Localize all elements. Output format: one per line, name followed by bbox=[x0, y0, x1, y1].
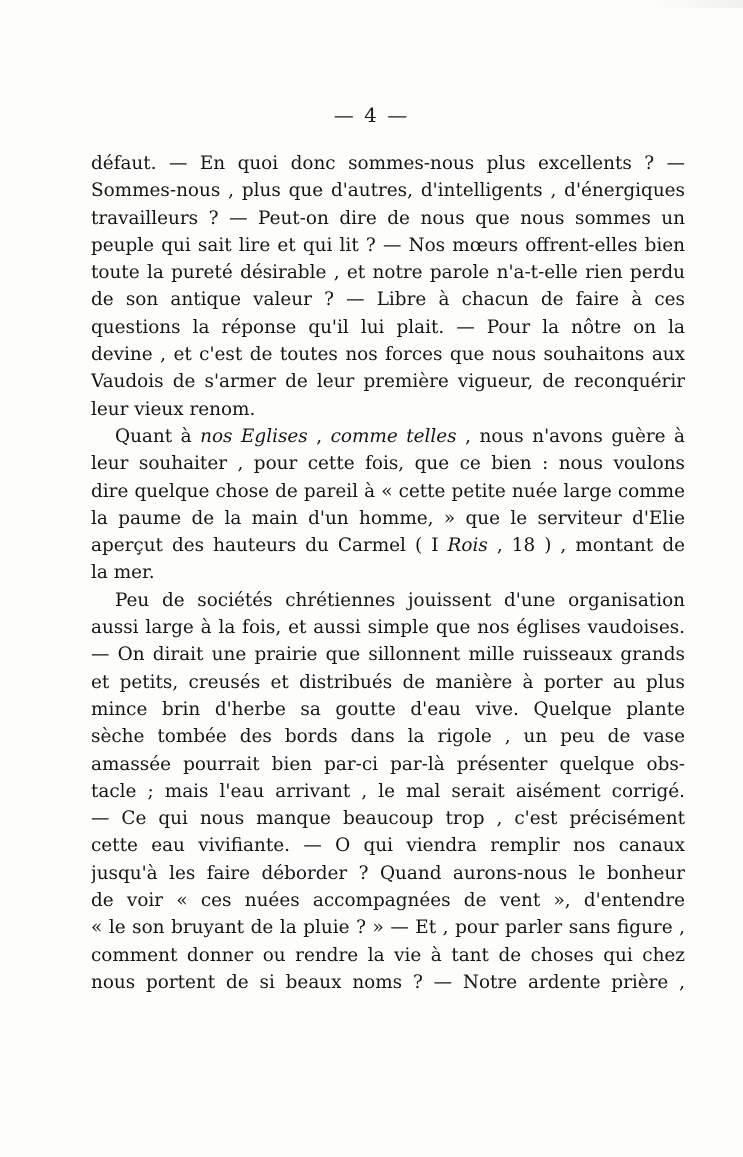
text-line: jusqu'à les faire déborder ? Quand aurons-nous le bonheur bbox=[91, 862, 685, 884]
text-line: Sommes-nous , plus que d'autres, d'intelligents , d'énergiques bbox=[91, 180, 685, 202]
text-line: mince brin d'herbe sa goutte d'eau vive. Quelque plante bbox=[91, 698, 685, 720]
italic-phrase: comme telles bbox=[330, 425, 457, 447]
text-line bbox=[91, 423, 685, 450]
text-line bbox=[91, 532, 685, 559]
text-run: , nous n'avons guère à bbox=[456, 425, 685, 447]
text-line: la mer. bbox=[91, 562, 155, 584]
text-line: leur vieux renom. bbox=[91, 398, 256, 420]
text-line: Vaudois de s'armer de leur première vigueur, de reconquérir bbox=[91, 371, 685, 393]
page-number: — 4 — bbox=[333, 103, 410, 127]
text-line: la paume de la main d'un homme, » que le serviteur d'Elie bbox=[91, 507, 685, 529]
text-line: amassée pourrait bien par-ci par-là présenter quelque obs- bbox=[91, 753, 685, 775]
text-line: — Ce qui nous manque beaucoup trop , c'est précisément bbox=[91, 808, 685, 830]
paragraph-2 bbox=[91, 423, 685, 587]
text-line: peuple qui sait lire et qui lit ? — Nos mœurs offrent-elles bien bbox=[91, 234, 685, 256]
text-line: cette eau vivifiante. — O qui viendra remplir nos canaux bbox=[91, 835, 685, 857]
text-line: questions la réponse qu'il lui plait. — Pour la nôtre on la bbox=[91, 316, 685, 338]
body-text bbox=[91, 150, 685, 996]
text-line: Peu de sociétés chrétiennes jouissent d'une organisation bbox=[115, 589, 685, 611]
text-line: toute la pureté désirable , et notre parole n'a-t-elle rien perdu bbox=[91, 262, 685, 284]
text-line: aussi large à la fois, et aussi simple que nos églises vaudoises. bbox=[91, 617, 685, 639]
text-line: « le son bruyant de la pluie ? » — Et , pour parler sans figure , bbox=[91, 917, 685, 939]
text-line: travailleurs ? — Peut-on dire de nous que nous sommes un bbox=[91, 207, 685, 229]
text-line: comment donner ou rendre la vie à tant de choses qui chez bbox=[91, 944, 685, 966]
text-line: tacle ; mais l'eau arrivant , le mal serait aisément corrigé. bbox=[91, 780, 685, 802]
text-run: , 18 ) , montant de bbox=[487, 535, 685, 557]
italic-phrase: nos Eglises bbox=[200, 425, 308, 447]
text-line: sèche tombée des bords dans la rigole , un peu de vase bbox=[91, 726, 685, 748]
text-line: nous portent de si beaux noms ? — Notre ardente prière , bbox=[91, 971, 685, 993]
text-line: de son antique valeur ? — Libre à chacun de faire à ces bbox=[91, 289, 685, 311]
text-line: et petits, creusés et distribués de manière à porter au plus bbox=[91, 671, 685, 693]
text-line: devine , et c'est de toutes nos forces que nous souhaitons aux bbox=[91, 344, 685, 366]
paragraph-1 bbox=[91, 150, 685, 423]
page-edge-shading bbox=[653, 0, 743, 8]
text-run: aperçut des hauteurs du Carmel ( I bbox=[91, 535, 448, 557]
text-run: , bbox=[307, 425, 331, 447]
paragraph-3 bbox=[91, 587, 685, 996]
text-line: de voir « ces nuées accompagnées de vent », d'entendre bbox=[91, 890, 685, 912]
text-line: — On dirait une prairie que sillonnent mille ruisseaux grands bbox=[91, 644, 685, 666]
text-line: leur souhaiter , pour cette fois, que ce bien : nous voulons bbox=[91, 453, 685, 475]
text-run: Quant à bbox=[115, 425, 201, 447]
text-line: défaut. — En quoi donc sommes-nous plus excellents ? — bbox=[91, 153, 685, 174]
italic-reference: Rois bbox=[447, 535, 488, 557]
text-line: dire quelque chose de pareil à « cette petite nuée large comme bbox=[91, 480, 685, 502]
